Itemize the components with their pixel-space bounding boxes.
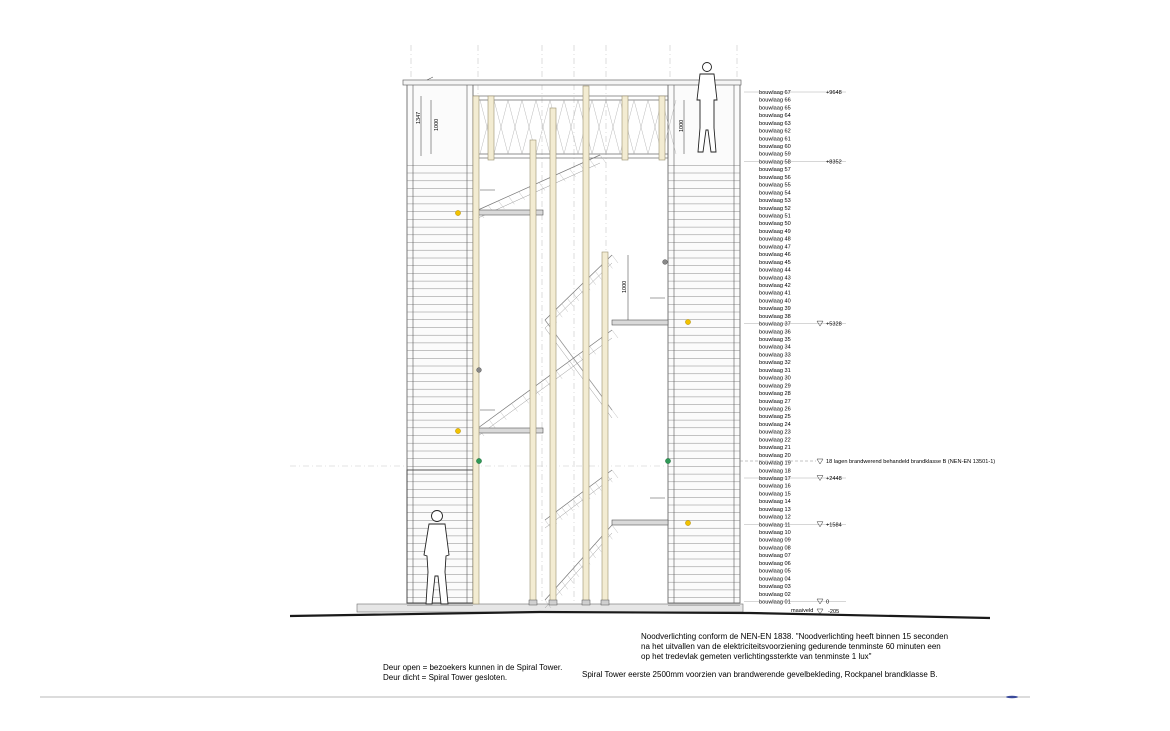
level-label-25: bouwlaag 25: [759, 414, 791, 421]
stair-tread: [556, 335, 562, 343]
level-label-12: bouwlaag 12: [759, 514, 791, 521]
timber-post: [622, 96, 628, 160]
level-label-14: bouwlaag 14: [759, 499, 791, 506]
level-label-44: bouwlaag 44: [759, 267, 791, 274]
stair-tread: [612, 330, 618, 338]
elevation-text-37: +5328: [826, 321, 842, 328]
level-label-42: bouwlaag 42: [759, 283, 791, 289]
dim-mid-rail: 1000: [622, 280, 628, 293]
stair-tread: [612, 470, 618, 478]
level-label-list: [759, 90, 791, 606]
level-label-40: bouwlaag 40: [759, 298, 791, 305]
stair-flights: [478, 155, 618, 608]
level-label-52: bouwlaag 52: [759, 205, 791, 212]
level-label-47: bouwlaag 47: [759, 244, 791, 251]
level-label-54: bouwlaag 54: [759, 190, 791, 197]
level-label-45: bouwlaag 45: [759, 259, 791, 266]
level-label-49: bouwlaag 49: [759, 228, 791, 235]
timber-posts: [473, 86, 665, 605]
stair-tread: [612, 525, 618, 533]
stair-tread: [612, 255, 618, 263]
stair-tread: [567, 350, 573, 358]
timber-post: [659, 96, 665, 160]
stair-tread: [612, 410, 618, 418]
stair-tread: [600, 155, 606, 163]
timber-post: [473, 96, 479, 604]
fire-treatment-marker: [817, 459, 823, 464]
level-label-63: bouwlaag 63: [759, 120, 791, 127]
timber-post: [550, 108, 556, 604]
right-tower-wall: [668, 84, 740, 605]
level-label-11: bouwlaag 11: [759, 522, 791, 529]
level-label-51: bouwlaag 51: [759, 213, 791, 220]
level-label-17: bouwlaag 17: [759, 476, 791, 482]
stair-tread: [590, 380, 596, 388]
stair-tread: [595, 388, 601, 396]
level-label-04: bouwlaag 04: [759, 576, 791, 583]
level-label-39: bouwlaag 39: [759, 306, 791, 313]
level-label-61: bouwlaag 61: [759, 136, 791, 143]
post-base-plate: [529, 600, 537, 605]
level-label-21: bouwlaag 21: [759, 445, 791, 452]
post-base-plate: [582, 600, 590, 605]
level-label-50: bouwlaag 50: [759, 221, 791, 228]
stair-stringer: [478, 338, 612, 436]
level-label-33: bouwlaag 33: [759, 352, 791, 359]
level-label-60: bouwlaag 60: [759, 144, 791, 150]
level-label-64: bouwlaag 64: [759, 113, 791, 120]
level-label-30: bouwlaag 30: [759, 375, 791, 382]
elevation-text-01: 0: [826, 599, 830, 606]
level-label-36: bouwlaag 36: [759, 329, 791, 336]
fire-treatment-label: 18 lagen brandwerend behandeld brandklasse B (NEN-EN 13501-1): [826, 459, 996, 465]
level-label-10: bouwlaag 10: [759, 530, 791, 536]
dim-top-left-total: 1347: [416, 111, 422, 124]
elevation-text-67: +9648: [826, 90, 842, 96]
door-open-line: Deur open = bezoekers kunnen in de Spiral Tower.: [383, 663, 563, 672]
level-label-65: bouwlaag 65: [759, 105, 791, 112]
level-label-07: bouwlaag 07: [759, 553, 791, 560]
level-label-67: bouwlaag 67: [759, 90, 791, 96]
level-label-56: bouwlaag 56: [759, 174, 791, 181]
ground-label: maaiveld: [791, 608, 814, 614]
level-label-35: bouwlaag 35: [759, 337, 791, 343]
level-label-08: bouwlaag 08: [759, 545, 791, 552]
level-label-38: bouwlaag 38: [759, 313, 791, 320]
elevation-text-11: +1584: [826, 522, 842, 529]
level-label-24: bouwlaag 24: [759, 421, 791, 428]
level-label-37: bouwlaag 37: [759, 321, 791, 328]
level-label-59: bouwlaag 59: [759, 151, 791, 158]
level-label-62: bouwlaag 62: [759, 128, 791, 135]
post-tags: [480, 190, 665, 498]
timber-post: [530, 140, 536, 604]
corner-mark: [1006, 696, 1018, 698]
level-label-32: bouwlaag 32: [759, 360, 791, 367]
level-label-57: bouwlaag 57: [759, 167, 791, 174]
level-label-06: bouwlaag 06: [759, 560, 791, 567]
ground-line: [290, 612, 990, 618]
ground-marker: [817, 609, 823, 614]
level-label-55: bouwlaag 55: [759, 182, 791, 189]
timber-post: [602, 252, 608, 604]
level-label-23: bouwlaag 23: [759, 429, 791, 436]
post-base-plate: [601, 600, 609, 605]
stair-tread: [567, 298, 573, 306]
level-label-05: bouwlaag 05: [759, 568, 791, 575]
level-label-18: bouwlaag 18: [759, 468, 791, 475]
level-label-53: bouwlaag 53: [759, 198, 791, 205]
post-base-plate: [549, 600, 557, 605]
level-label-66: bouwlaag 66: [759, 97, 791, 104]
level-label-20: bouwlaag 20: [759, 452, 791, 459]
elevation-text-58: +8352: [826, 159, 842, 166]
emergency-lighting-note: [641, 632, 948, 662]
level-label-02: bouwlaag 02: [759, 591, 791, 598]
level-label-41: bouwlaag 41: [759, 290, 791, 297]
level-label-43: bouwlaag 43: [759, 275, 791, 282]
level-label-19: bouwlaag 19: [759, 460, 791, 467]
level-label-34: bouwlaag 34: [759, 344, 791, 351]
level-label-31: bouwlaag 31: [759, 367, 791, 374]
level-label-03: bouwlaag 03: [759, 584, 791, 591]
emergency-line-1: Noodverlichting conform de NEN-EN 1838. "Noodverlichting heeft binnen 15 seconden: [641, 632, 949, 641]
emergency-line-3: op het tredevlak gemeten verlichtingssterkte van tenminste 1 lux": [641, 652, 872, 661]
door-closed-line: Deur dicht = Spiral Tower gesloten.: [383, 673, 508, 682]
landings: [473, 210, 668, 525]
ground-elevation: -205: [828, 609, 840, 615]
level-label-26: bouwlaag 26: [759, 406, 791, 413]
level-label-15: bouwlaag 15: [759, 491, 791, 498]
emergency-lights: [455, 210, 690, 525]
door-note: [383, 663, 562, 683]
timber-post: [488, 96, 494, 160]
level-label-01: bouwlaag 01: [759, 599, 791, 606]
level-label-13: bouwlaag 13: [759, 506, 791, 513]
dim-top-right-rail: 1000: [679, 119, 685, 132]
level-label-29: bouwlaag 29: [759, 383, 791, 390]
level-label-58: bouwlaag 58: [759, 159, 791, 166]
level-label-27: bouwlaag 27: [759, 398, 791, 405]
stair-tread: [562, 343, 568, 351]
level-label-28: bouwlaag 28: [759, 391, 791, 398]
elevation-text-17: +2448: [826, 476, 842, 482]
level-label-48: bouwlaag 48: [759, 236, 791, 243]
level-label-22: bouwlaag 22: [759, 437, 791, 444]
emergency-line-2: na het uitvallen van de elektriciteitsvoorziening gedurende tenminste 60 minuten een: [641, 642, 941, 651]
dim-top-left-rail: 1000: [434, 118, 440, 131]
cladding-note: Spiral Tower eerste 2500mm voorzien van brandwerende gevelbekleding, Rockpanel brandklasse B.: [582, 670, 938, 679]
level-label-46: bouwlaag 46: [759, 252, 791, 259]
level-label-16: bouwlaag 16: [759, 483, 791, 490]
timber-post: [583, 86, 589, 604]
level-label-09: bouwlaag 09: [759, 537, 791, 544]
